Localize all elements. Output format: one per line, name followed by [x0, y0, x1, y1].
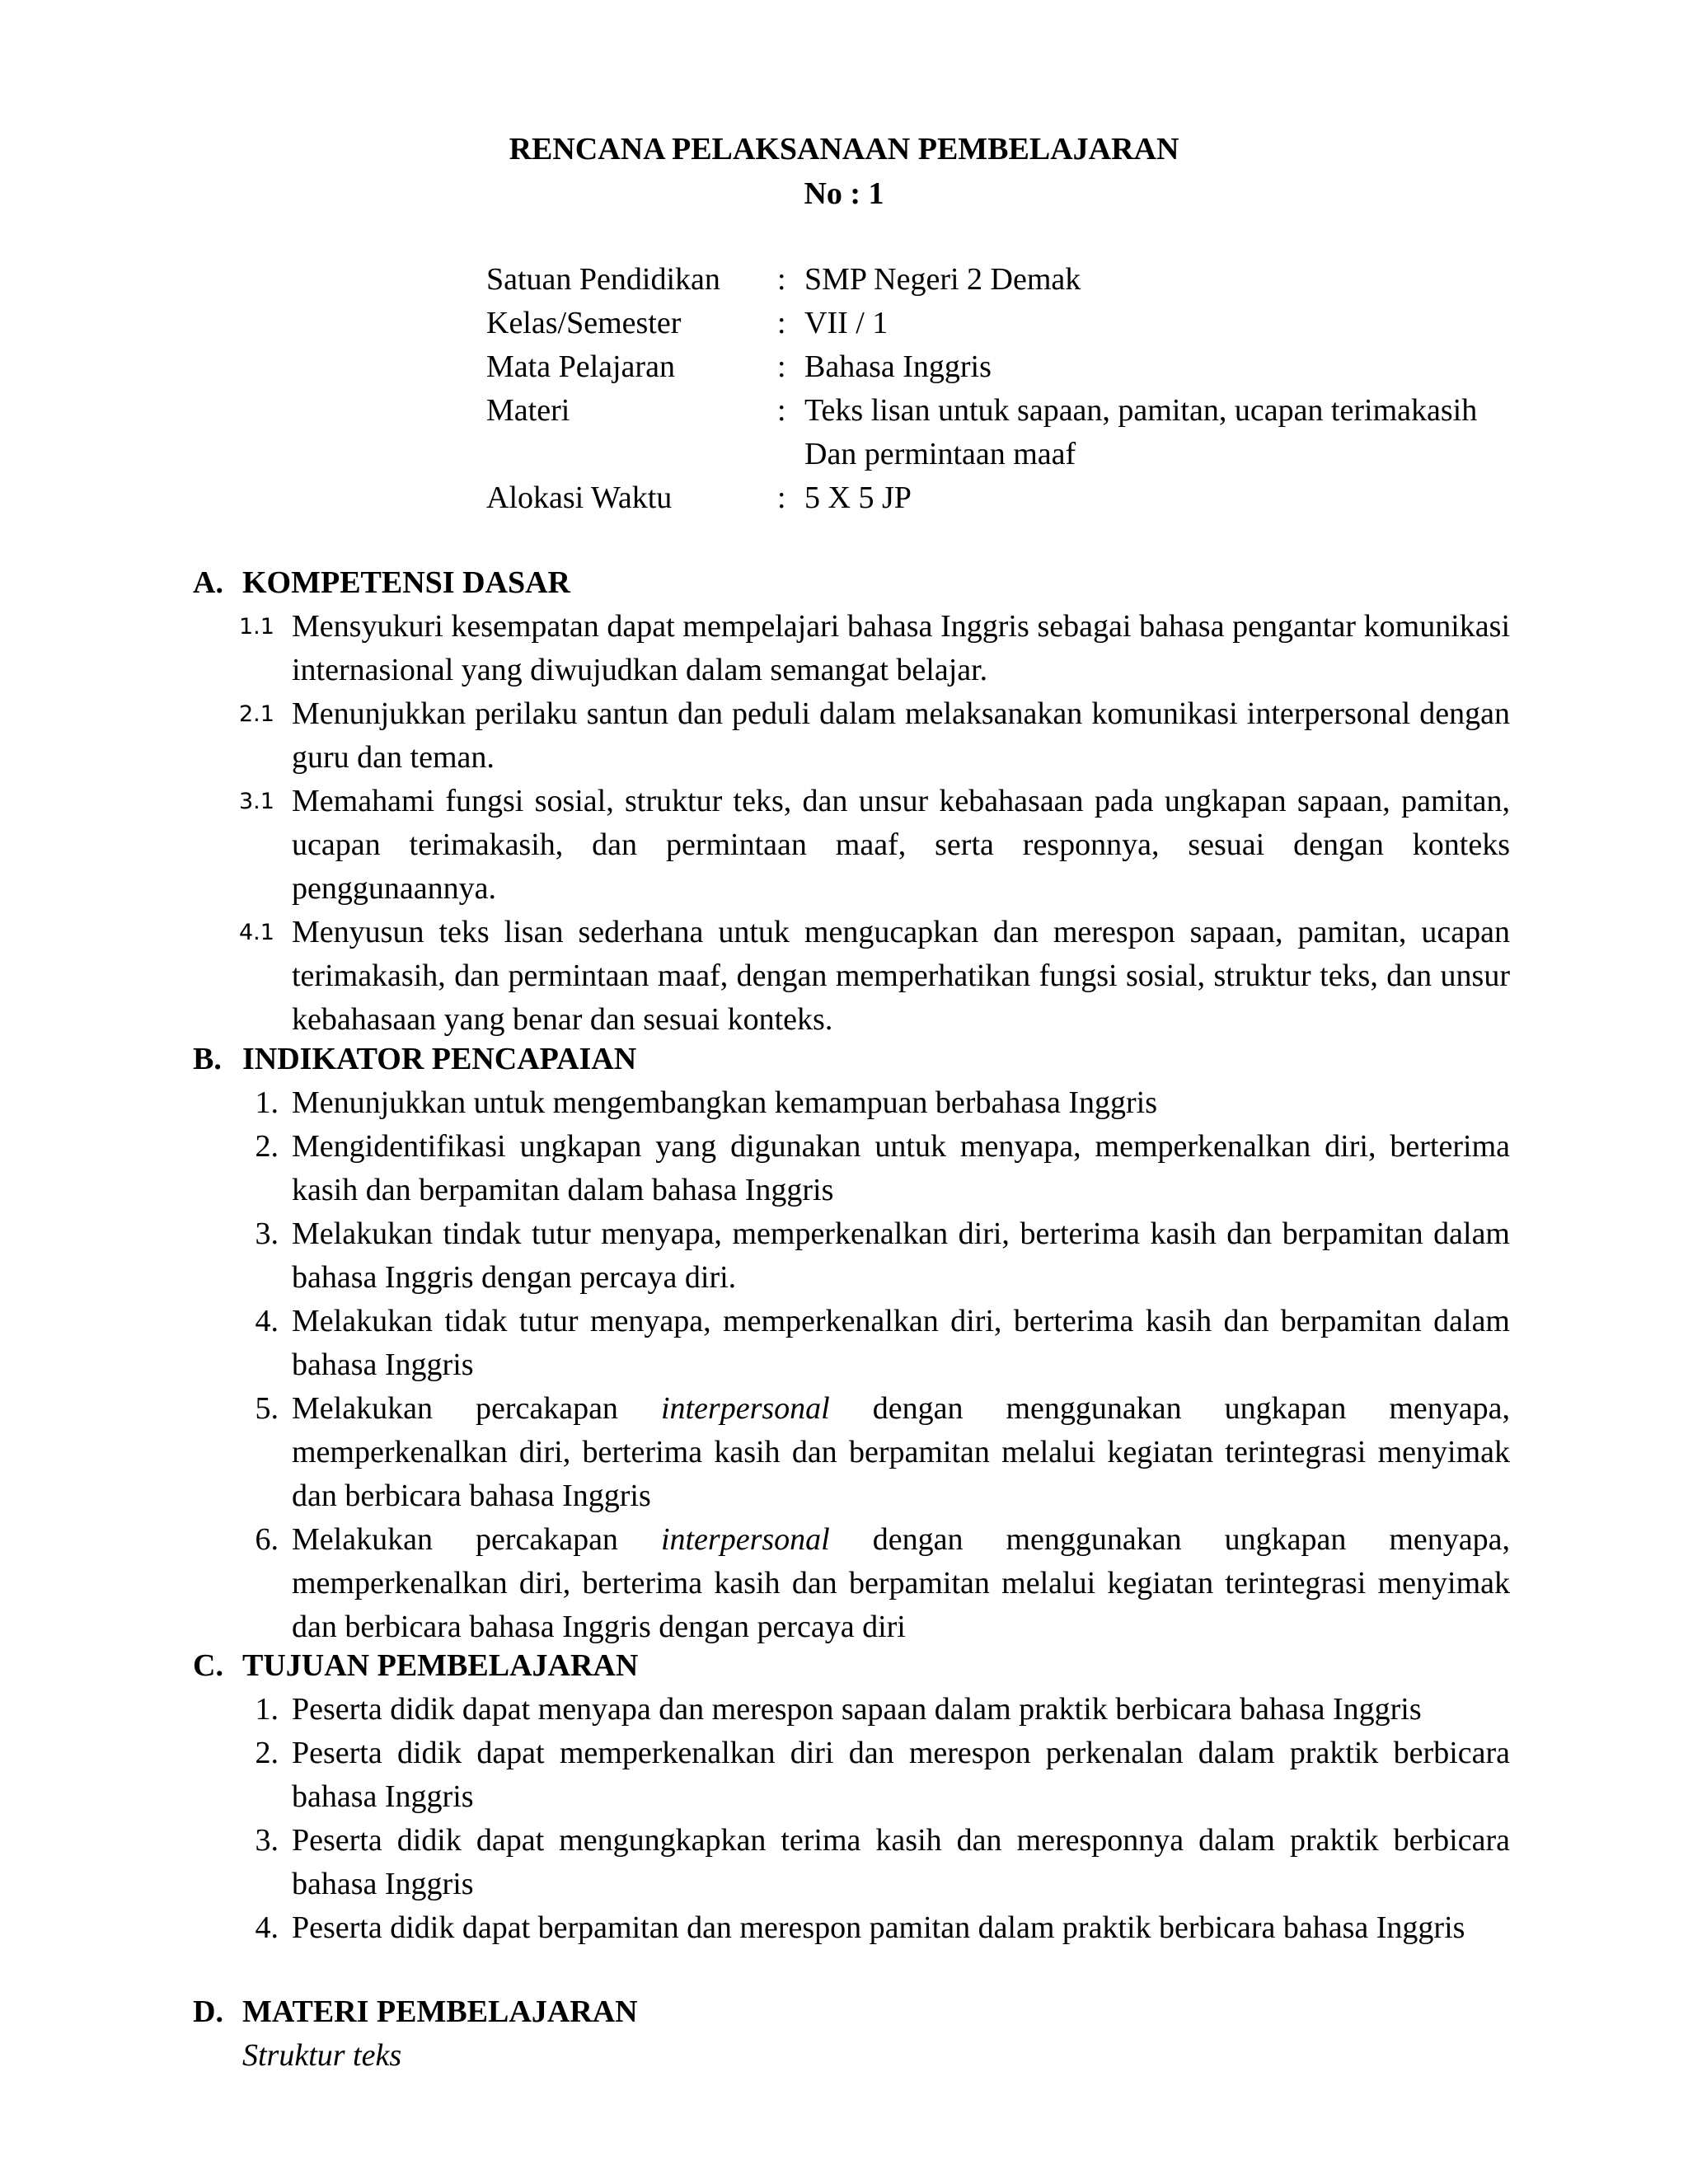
identity-colon: :	[777, 349, 786, 384]
item-number: 3.	[255, 1823, 279, 1858]
identity-value: Bahasa Inggris	[804, 349, 992, 384]
list-item	[239, 911, 1510, 1042]
list-item	[239, 1688, 1510, 1732]
item-text: Peserta didik dapat berpamitan dan merespon pamitan dalam praktik berbicara bahasa Inggris	[292, 1910, 1465, 1945]
list-item	[239, 1906, 1510, 1950]
identity-label: Materi	[486, 393, 570, 428]
item-text-post: dengan menggunakan ungkapan menyapa, memperkenalkan diri, berterima kasih dan berpamitan melalui kegiatan terintegrasi menyimak dan berbicara bahasa Inggris	[292, 1391, 1510, 1513]
list-item	[239, 1212, 1510, 1300]
identity-colon: :	[777, 306, 786, 340]
identity-label: Satuan Pendidikan	[486, 262, 720, 297]
section-title: KOMPETENSI DASAR	[242, 565, 570, 600]
item-text: Menunjukkan untuk mengembangkan kemampuan berbahasa Inggris	[292, 1085, 1157, 1120]
section-letter: D.	[193, 1994, 223, 2029]
objective-list	[239, 1688, 1510, 1950]
list-item	[239, 1518, 1510, 1649]
item-text: Mengidentifikasi ungkapan yang digunakan untuk menyapa, memperkenalkan diri, berterima kasih dan berpamitan dalam bahasa Inggris	[292, 1129, 1510, 1207]
item-number: 4.1	[239, 920, 274, 945]
item-number: 6.	[255, 1522, 279, 1557]
identity-row-time	[486, 476, 1517, 520]
item-text: Peserta didik dapat mengungkapkan terima kasih dan meresponnya dalam praktik berbicara bahasa Inggris	[292, 1823, 1510, 1901]
section-a-heading	[193, 561, 570, 605]
list-item	[239, 1081, 1510, 1125]
list-item	[239, 692, 1510, 780]
list-item	[239, 1387, 1510, 1518]
item-number: 3.	[255, 1216, 279, 1251]
identity-row-class	[486, 302, 1517, 345]
identity-colon: :	[777, 393, 786, 428]
list-item	[239, 1300, 1510, 1387]
item-text: Melakukan tidak tutur menyapa, memperkenalkan diri, berterima kasih dan berpamitan dalam bahasa Inggris	[292, 1304, 1510, 1382]
item-text-pre: Melakukan percakapan	[292, 1522, 618, 1557]
item-number: 2.	[255, 1736, 279, 1770]
item-number: 1.	[255, 1692, 279, 1727]
indicator-list	[239, 1081, 1510, 1649]
identity-value: VII / 1	[804, 306, 889, 340]
document-number: No : 1	[804, 176, 884, 211]
section-letter: A.	[193, 565, 223, 600]
identity-label: Mata Pelajaran	[486, 349, 675, 384]
section-letter: B.	[193, 1042, 222, 1076]
item-number: 5.	[255, 1391, 279, 1426]
identity-row-subject	[486, 345, 1517, 389]
section-b-heading	[193, 1038, 636, 1081]
item-text-emphasis: interpersonal	[660, 1391, 830, 1426]
section-letter: C.	[193, 1648, 223, 1683]
item-number: 4.	[255, 1910, 279, 1945]
item-text: Peserta didik dapat menyapa dan merespon sapaan dalam praktik berbicara bahasa Inggris	[292, 1692, 1422, 1727]
material-subtitle: Struktur teks	[242, 2038, 402, 2073]
identity-row-school	[486, 258, 1517, 302]
item-text-pre: Melakukan percakapan	[292, 1391, 618, 1426]
item-text: Mensyukuri kesempatan dapat mempelajari bahasa Inggris sebagai bahasa pengantar komunikasi internasional yang diwujudkan dalam semangat belajar.	[292, 609, 1510, 687]
identity-colon: :	[777, 480, 786, 515]
identity-colon: :	[777, 262, 786, 297]
section-c-heading	[193, 1644, 638, 1688]
identity-row-material	[486, 389, 1517, 476]
identity-label: Alokasi Waktu	[486, 480, 673, 515]
competency-list	[239, 605, 1510, 1042]
identity-label: Kelas/Semester	[486, 306, 682, 340]
item-number: 4.	[255, 1304, 279, 1338]
item-text: Menunjukkan perilaku santun dan peduli dalam melaksanakan komunikasi interpersonal dengan guru dan teman.	[292, 696, 1510, 775]
item-text: Melakukan tindak tutur menyapa, memperkenalkan diri, berterima kasih dan berpamitan dalam bahasa Inggris dengan percaya diri.	[292, 1216, 1510, 1295]
item-number: 1.	[255, 1085, 279, 1120]
identity-value: Teks lisan untuk sapaan, pamitan, ucapan terimakasih Dan permintaan maaf	[804, 393, 1478, 471]
item-number: 3.1	[239, 789, 274, 814]
section-title: INDIKATOR PENCAPAIAN	[242, 1042, 637, 1076]
item-text-emphasis: interpersonal	[660, 1522, 830, 1557]
list-item	[239, 1125, 1510, 1212]
item-text-post: dengan menggunakan ungkapan menyapa, memperkenalkan diri, berterima kasih dan berpamitan melalui kegiatan terintegrasi menyimak dan berbicara bahasa Inggris dengan percaya diri	[292, 1522, 1510, 1644]
document-title: RENCANA PELAKSANAAN PEMBELAJARAN	[509, 132, 1179, 166]
section-title: TUJUAN PEMBELAJARAN	[242, 1648, 639, 1683]
list-item	[239, 1732, 1510, 1819]
item-number: 2.1	[239, 701, 274, 727]
section-title: MATERI PEMBELAJARAN	[242, 1994, 638, 2029]
list-item	[239, 605, 1510, 692]
section-d-heading	[193, 1990, 638, 2034]
item-text: Memahami fungsi sosial, struktur teks, dan unsur kebahasaan pada ungkapan sapaan, pamitan, ucapan terimakasih, dan permintaan maaf, serta responnya, sesuai dengan konteks penggunaannya.	[292, 784, 1510, 906]
item-number: 2.	[255, 1129, 279, 1164]
list-item	[239, 780, 1510, 911]
identity-value: 5 X 5 JP	[804, 480, 912, 515]
item-text: Peserta didik dapat memperkenalkan diri dan merespon perkenalan dalam praktik berbicara bahasa Inggris	[292, 1736, 1510, 1814]
list-item	[239, 1819, 1510, 1906]
item-number: 1.1	[239, 614, 274, 640]
identity-table	[486, 258, 1517, 520]
identity-value: SMP Negeri 2 Demak	[804, 262, 1081, 297]
item-text: Menyusun teks lisan sederhana untuk mengucapkan dan merespon sapaan, pamitan, ucapan terimakasih, dan permintaan maaf, dengan memperhatikan fungsi sosial, struktur teks, dan unsur kebahasaan yang benar dan sesuai konteks.	[292, 915, 1510, 1037]
